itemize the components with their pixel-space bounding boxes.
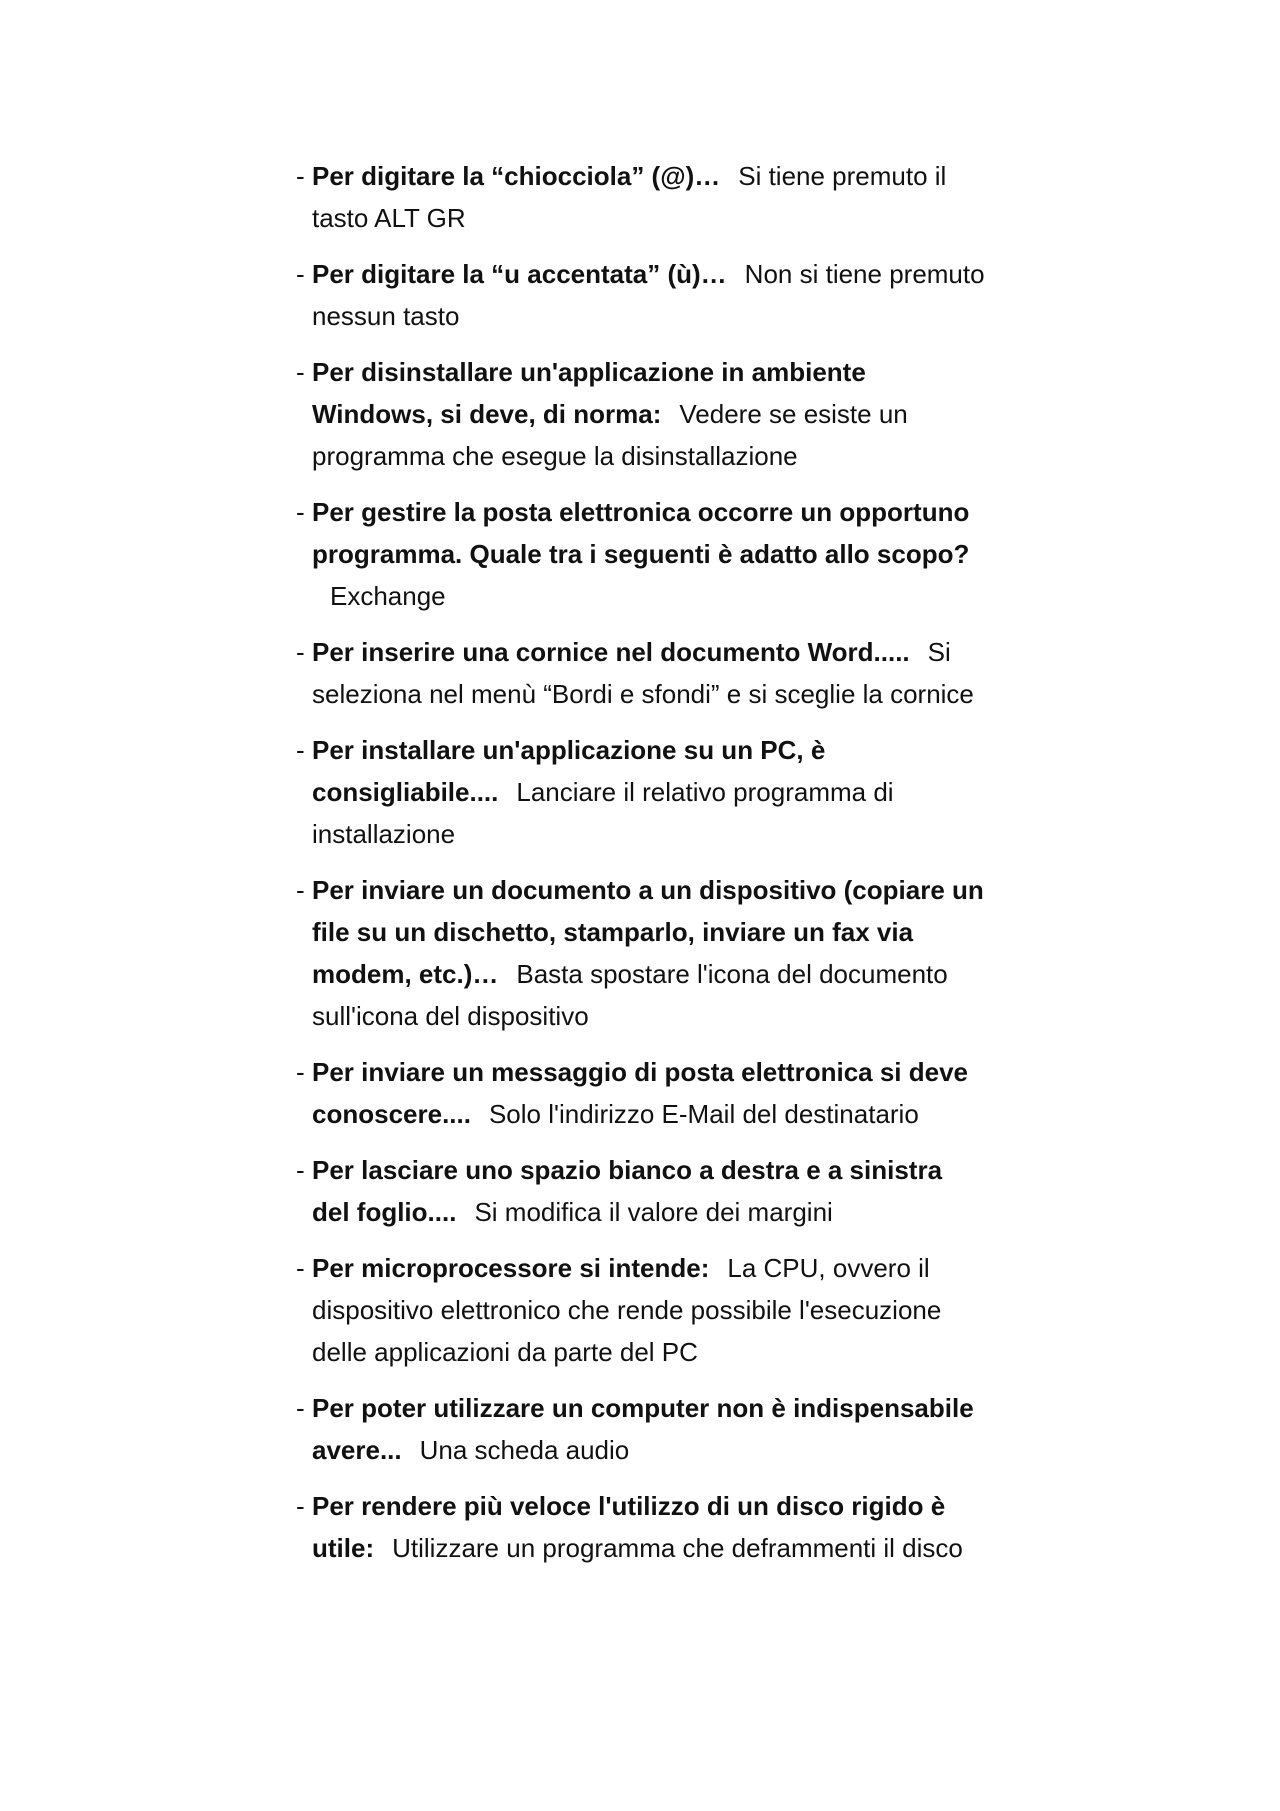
- list-item: [296, 869, 986, 1037]
- answer-text: Si modifica il valore dei margini: [474, 1197, 833, 1227]
- list-dash: -: [296, 357, 305, 387]
- qa-list: [296, 155, 986, 1583]
- answer-text: Si tiene premuto il tasto ALT GR: [312, 161, 947, 233]
- list-dash: -: [296, 1491, 305, 1521]
- question-text: Per digitare la “u accentata” (ù)…: [312, 259, 727, 289]
- list-dash: -: [296, 259, 305, 289]
- list-dash: -: [296, 161, 305, 191]
- answer-text: Vedere se esiste un programma che esegue la disinstallazione: [312, 399, 908, 471]
- question-text: Per lasciare uno spazio bianco a destra e a sinistra del foglio....: [312, 1155, 943, 1227]
- list-item: [296, 491, 986, 617]
- question-text: Per rendere più veloce l'utilizzo di un disco rigido è utile:: [312, 1491, 946, 1563]
- list-item: [296, 1387, 986, 1471]
- answer-text: Exchange: [330, 581, 446, 611]
- question-text: Per inviare un messaggio di posta elettronica si deve conoscere....: [312, 1057, 969, 1129]
- list-dash: -: [296, 1253, 305, 1283]
- question-text: Per inviare un documento a un dispositivo (copiare un file su un dischetto, stamparlo, inviare un fax via modem, etc.)…: [312, 875, 984, 989]
- question-text: Per disinstallare un'applicazione in ambiente Windows, si deve, di norma:: [312, 357, 866, 429]
- list-dash: -: [296, 497, 305, 527]
- list-dash: -: [296, 1393, 305, 1423]
- question-text: Per poter utilizzare un computer non è indispensabile avere...: [312, 1393, 974, 1465]
- answer-text: Si seleziona nel menù “Bordi e sfondi” e si sceglie la cornice: [312, 637, 974, 709]
- list-dash: -: [296, 1155, 305, 1185]
- list-dash: -: [296, 875, 305, 905]
- answer-text: Solo l'indirizzo E-Mail del destinatario: [488, 1099, 919, 1129]
- question-text: Per gestire la posta elettronica occorre un opportuno programma. Quale tra i seguenti è adatto allo scopo?: [312, 497, 970, 569]
- list-item: [296, 1247, 986, 1373]
- list-item: [296, 631, 986, 715]
- answer-text: La CPU, ovvero il dispositivo elettronico che rende possibile l'esecuzione delle applicazioni da parte del PC: [312, 1253, 942, 1367]
- question-text: Per digitare la “chiocciola” (@)…: [312, 161, 721, 191]
- list-item: [296, 155, 986, 239]
- list-item: [296, 1149, 986, 1233]
- list-dash: -: [296, 735, 305, 765]
- answer-text: Una scheda audio: [419, 1435, 630, 1465]
- list-item: [296, 729, 986, 855]
- answer-text: Lanciare il relativo programma di installazione: [312, 777, 894, 849]
- answer-text: Non si tiene premuto nessun tasto: [312, 259, 985, 331]
- list-item: [296, 1485, 986, 1569]
- list-item: [296, 253, 986, 337]
- list-item: [296, 351, 986, 477]
- question-text: Per inserire una cornice nel documento Word.....: [312, 637, 910, 667]
- question-text: Per microprocessore si intende:: [312, 1253, 710, 1283]
- list-dash: -: [296, 637, 305, 667]
- question-text: Per installare un'applicazione su un PC, è consigliabile....: [312, 735, 826, 807]
- answer-text: Utilizzare un programma che deframmenti il disco: [392, 1533, 963, 1563]
- answer-text: Basta spostare l'icona del documento sull'icona del dispositivo: [312, 959, 948, 1031]
- list-item: [296, 1051, 986, 1135]
- list-dash: -: [296, 1057, 305, 1087]
